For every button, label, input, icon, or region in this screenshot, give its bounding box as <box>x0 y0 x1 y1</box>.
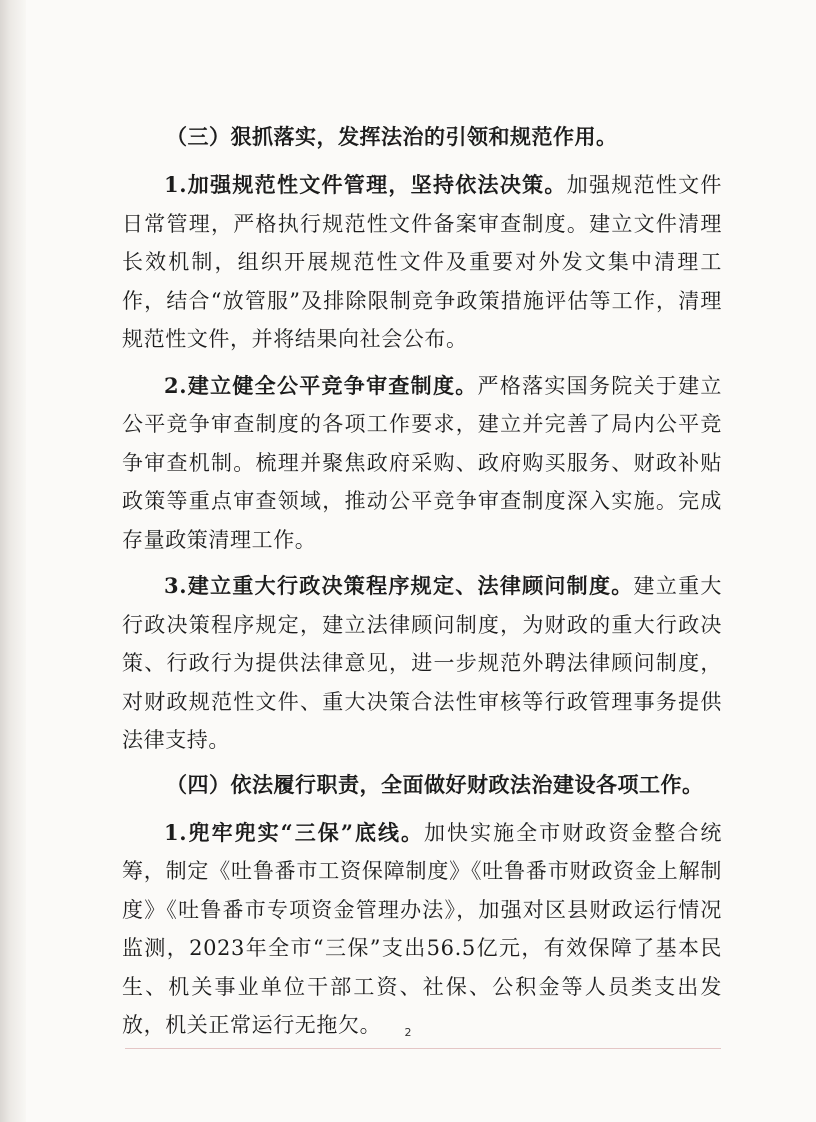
page-number: 2 <box>404 1026 412 1039</box>
document-body <box>122 120 722 1053</box>
paragraph-text: 严格落实国务院关于建立公平竞争审查制度的各项工作要求，建立并完善了局内公平竞争审查机制。梳理并聚焦政府采购、政府购买服务、财政补贴政策等重点审查领域，推动公平竞争审查制度深入实施。完成存量政策清理工作。 <box>122 373 722 552</box>
section-heading-4: （四）依法履行职责，全面做好财政法治建设各项工作。 <box>166 771 704 797</box>
paragraph-3-3 <box>122 567 722 760</box>
paragraph-3-2 <box>122 367 722 560</box>
paragraph-lead: 3.建立重大行政决策程序规定、法律顾问制度。 <box>164 573 634 598</box>
paragraph-4-1 <box>122 814 722 1045</box>
paragraph-text: 加快实施全市财政资金整合统筹，制定《吐鲁番市工资保障制度》《吐鲁番市财政资金上解制度》《吐鲁番市专项资金管理办法》，加强对区县财政运行情况监测，2023年全市“三保”支出56.5亿元，有效保障了基本民生、机关事业单位干部工资、社保、公积金等人员类支出发放，机关正常运行无拖欠。 <box>122 820 722 1037</box>
paragraph-text: 加强规范性文件日常管理，严格执行规范性文件备案审查制度。建立文件清理长效机制，组织开展规范性文件及重要对外发文集中清理工作，结合“放管服”及排除限制竞争政策措施评估等工作，清理规范性文件，并将结果向社会公布。 <box>122 173 723 351</box>
paragraph-3-1 <box>122 166 722 359</box>
paragraph-text: 建立重大行政决策程序规定，建立法律顾问制度，为财政的重大行政决策、行政行为提供法律意见，进一步规范外聘法律顾问制度，对财政规范性文件、重大决策合法性审核等行政管理事务提供法律支持。 <box>122 574 722 752</box>
footer-divider <box>125 1048 721 1049</box>
paragraph-lead: 1.加强规范性文件管理，坚持依法决策。 <box>164 172 567 197</box>
paragraph-lead: 2.建立健全公平竞争审查制度。 <box>164 372 478 398</box>
scan-edge-shadow <box>0 0 26 1122</box>
paragraph-lead: 1.兜牢兜实“三保”底线。 <box>164 819 425 845</box>
section-heading-3: （三）狠抓落实，发挥法治的引领和规范作用。 <box>166 124 618 149</box>
